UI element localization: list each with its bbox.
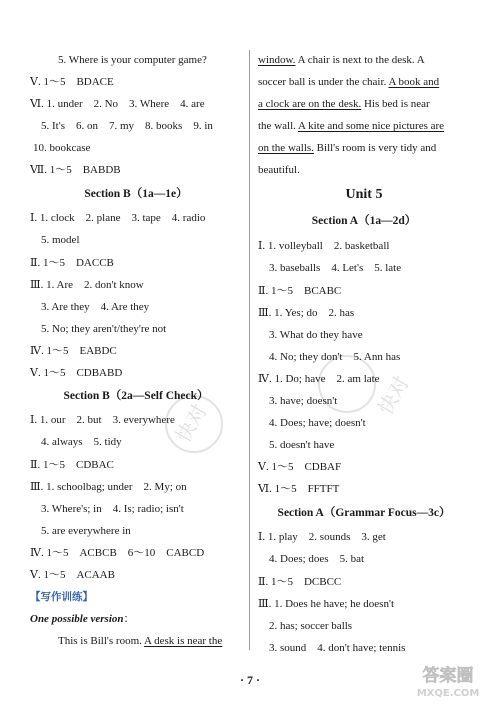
watermark-left: 快对 [170, 399, 212, 447]
possible-version-text: One possible version [30, 613, 124, 625]
possible-version-label [30, 612, 135, 626]
answer-line: 3. have; doesn't [269, 395, 338, 407]
answer-line: Ⅲ. 1. Are 2. don't know [30, 279, 144, 291]
logo-domain: MXQE.COM [416, 688, 480, 699]
answer-line: 4. Does; does 5. bat [269, 553, 365, 565]
answer-line: 5. It's 6. on 7. my 8. books 9. in [41, 120, 213, 132]
answer-line: 4. No; they don't 5. Ann has [269, 351, 401, 363]
essay-underlined-text: window. [258, 54, 296, 66]
answer-line: Ⅱ. 1～5 CDBAC [30, 459, 114, 471]
essay-text: the wall. [258, 120, 299, 132]
answer-line: 3. baseballs 4. Let's 5. late [269, 262, 402, 274]
answer-line: 5. model [41, 234, 80, 246]
answer-line: Ⅱ. 1～5 DCBCC [258, 576, 342, 588]
essay-underlined-text: A kite and some nice pictures are [298, 120, 445, 132]
answer-line: 5. Where is your computer game? [58, 54, 207, 66]
essay-line [258, 75, 439, 89]
answer-line: Ⅲ. 1. Yes; do 2. has [258, 307, 355, 319]
essay-text: A chair is next to the desk. A [295, 54, 425, 66]
answer-line: Ⅴ. 1～5 CDBABD [30, 367, 123, 379]
answer-line: 5. are everywhere in [41, 525, 131, 537]
section-heading: Section B（1a—1e） [84, 188, 188, 200]
answer-line: Ⅰ. 1. clock 2. plane 3. tape 4. radio [30, 212, 206, 224]
essay-text: soccer ball is under the chair. [258, 76, 389, 88]
answer-line: Ⅵ. 1. under 2. No 3. Where 4. are [30, 98, 205, 110]
essay-line [258, 141, 436, 155]
essay-line [258, 97, 430, 111]
answer-line: Ⅰ. 1. our 2. but 3. everywhere [30, 414, 175, 426]
answer-line: Ⅳ. 1～5 EABDC [30, 345, 117, 357]
answer-line: 5. doesn't have [269, 439, 335, 451]
answer-line: 4. Does; have; doesn't [269, 417, 366, 429]
answer-line: Ⅴ. 1～5 BDACE [30, 76, 114, 88]
section-heading: Section B（2a—Self Check） [63, 390, 209, 402]
essay-underlined-text: a clock are on the desk. [258, 98, 362, 110]
answer-line: Ⅴ. 1～5 ACAAB [30, 569, 115, 581]
essay-line [258, 53, 425, 67]
column-divider [249, 50, 250, 650]
answer-line: 3. What do they have [269, 329, 363, 341]
answer-line: 3. sound 4. don't have; tennis [269, 642, 406, 654]
answer-line: Ⅰ. 1. play 2. sounds 3. get [258, 531, 386, 543]
essay-line [258, 119, 444, 133]
essay-underlined-text: A book and [388, 76, 440, 88]
writing-training-tag: 【写作训练】 [30, 591, 93, 603]
section-heading: Section A（1a—2d） [311, 215, 417, 227]
answer-line: Ⅱ. 1～5 DACCB [30, 257, 114, 269]
answer-line: Ⅲ. 1. Does he have; he doesn't [258, 598, 395, 610]
site-logo [402, 661, 494, 701]
answer-line: 3. Are they 4. Are they [41, 301, 150, 313]
answer-line: 3. Where's; in 4. Is; radio; isn't [41, 503, 184, 515]
answer-line: Ⅲ. 1. schoolbag; under 2. My; on [30, 481, 187, 493]
answer-line: 10. bookcase [33, 142, 91, 154]
possible-version-colon: ： [123, 613, 135, 625]
answer-line: Ⅴ. 1～5 CDBAF [258, 461, 342, 473]
essay-text: Bill's room is very tidy and [313, 142, 437, 154]
essay-line [58, 634, 222, 648]
essay-underlined-text: A desk is near the [144, 635, 223, 647]
essay-underlined-text: on the walls. [258, 142, 314, 154]
logo-title: 答案圈 [422, 666, 474, 686]
essay-text: This is Bill's room. [58, 635, 145, 647]
answer-line: Ⅰ. 1. volleyball 2. basketball [258, 240, 390, 252]
answer-line: Ⅵ. 1～5 FFTFT [258, 483, 340, 495]
section-heading: Section A（Grammar Focus—3c） [277, 507, 451, 519]
answer-line: 2. has; soccer balls [269, 620, 353, 632]
watermark-right: 快对 [372, 371, 414, 419]
unit-title: Unit 5 [345, 187, 383, 202]
answer-line: Ⅳ. 1～5 ACBCB 6～10 CABCD [30, 547, 205, 559]
answer-line: Ⅱ. 1～5 BCABC [258, 285, 342, 297]
essay-line: beautiful. [258, 164, 300, 176]
answer-line: Ⅶ. 1～5 BABDB [30, 164, 121, 176]
page-number: · 7 · [239, 673, 260, 687]
answer-line: 5. No; they aren't/they're not [41, 323, 167, 335]
answer-line: 4. always 5. tidy [41, 436, 122, 448]
essay-text: His bed is near [361, 98, 430, 110]
answer-line: Ⅳ. 1. Do; have 2. am late [258, 373, 380, 385]
